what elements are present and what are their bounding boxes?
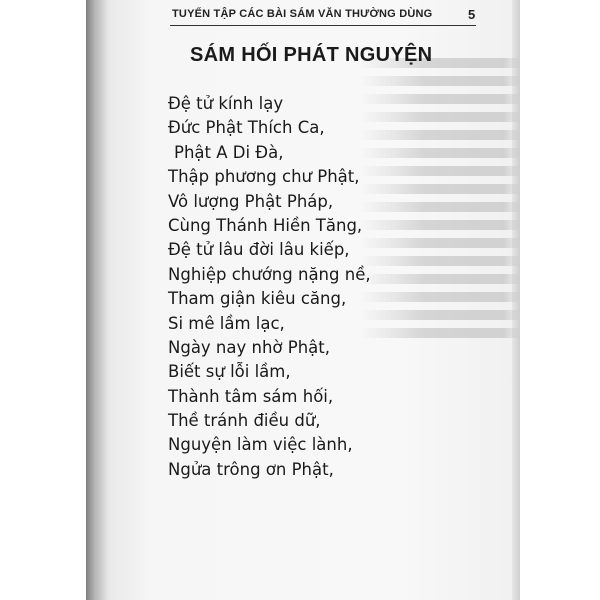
poem-line: Phật A Di Đà, [174, 142, 284, 162]
running-header: TUYỂN TẬP CÁC BÀI SÁM VĂN THƯỜNG DÙNG [172, 8, 433, 20]
page-title: SÁM HỐI PHÁT NGUYỆN [190, 44, 433, 66]
poem-line: Si mê lầm lạc, [168, 313, 285, 333]
poem-text [168, 92, 371, 482]
header-rule [170, 25, 476, 26]
poem-line: Cùng Thánh Hiền Tăng, [168, 215, 363, 235]
poem-line: Thề tránh điều dữ, [168, 411, 321, 431]
page-number: 5 [468, 7, 476, 22]
poem-line: Ngày nay nhờ Phật, [168, 337, 331, 357]
poem-line: Ngửa trông ơn Phật, [168, 459, 334, 479]
poem-line: Thành tâm sám hối, [168, 386, 334, 406]
poem-line: Biết sự lỗi lầm, [168, 362, 291, 382]
poem-line: Tham giận kiêu căng, [168, 289, 347, 309]
poem-line: Nghiệp chướng nặng nề, [168, 264, 371, 284]
poem-line: Đệ tử kính lạy [168, 94, 284, 113]
show-through-text [360, 50, 520, 580]
poem-line: Vô lượng Phật Pháp, [168, 191, 334, 211]
poem-line: Đệ tử lâu đời lâu kiếp, [168, 240, 350, 260]
poem-line: Nguyện làm việc lành, [168, 435, 353, 455]
poem-line: Đức Phật Thích Ca, [168, 118, 325, 138]
poem-line: Thập phương chư Phật, [168, 167, 360, 187]
